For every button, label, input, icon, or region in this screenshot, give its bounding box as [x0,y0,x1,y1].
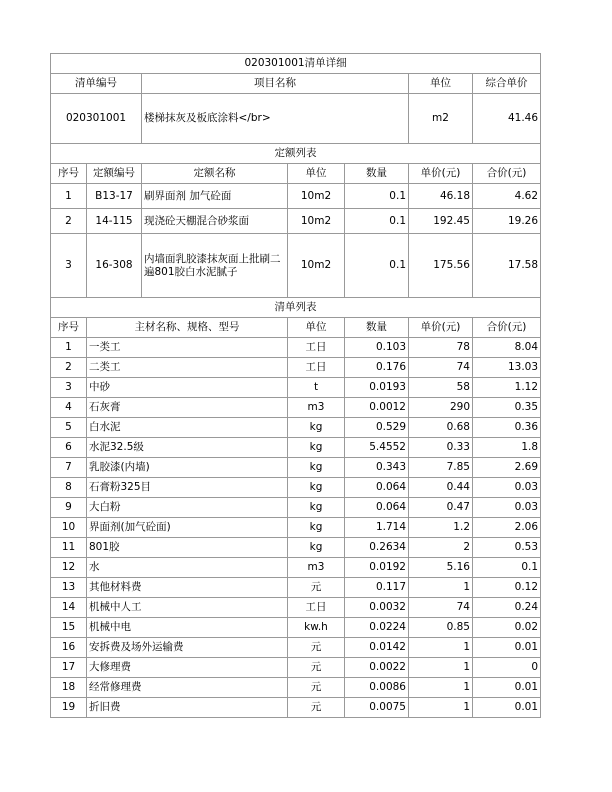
material-qty: 0.176 [345,358,409,378]
material-unit: 元 [288,638,345,658]
quota-total: 4.62 [473,184,541,209]
material-name: 大修理费 [87,658,288,678]
material-unit: 元 [288,578,345,598]
bill-row [51,94,541,144]
material-total: 0.03 [473,498,541,518]
material-name: 安拆费及场外运输费 [87,638,288,658]
material-no: 7 [51,458,87,478]
material-no: 17 [51,658,87,678]
material-qty: 0.0022 [345,658,409,678]
bill-unit: m2 [409,94,473,144]
material-row [51,538,541,558]
material-name: 大白粉 [87,498,288,518]
quota-name: 现浇砼天棚混合砂浆面 [142,209,288,234]
material-row [51,458,541,478]
material-unit: 工日 [288,338,345,358]
material-unit: t [288,378,345,398]
material-name: 白水泥 [87,418,288,438]
material-name: 二类工 [87,358,288,378]
material-price: 1 [409,678,473,698]
material-unit: kg [288,478,345,498]
material-no: 1 [51,338,87,358]
material-no: 12 [51,558,87,578]
material-total: 0.1 [473,558,541,578]
material-name: 石膏粉325目 [87,478,288,498]
quota-price: 175.56 [409,234,473,298]
material-qty: 0.0032 [345,598,409,618]
material-total: 0.01 [473,678,541,698]
material-price: 0.85 [409,618,473,638]
quota-no: 1 [51,184,87,209]
material-row [51,598,541,618]
material-qty: 0.103 [345,338,409,358]
material-price: 58 [409,378,473,398]
material-price: 5.16 [409,558,473,578]
material-unit: 元 [288,678,345,698]
material-no: 10 [51,518,87,538]
material-row [51,498,541,518]
quota-no: 3 [51,234,87,298]
material-qty: 5.4552 [345,438,409,458]
material-total: 0.12 [473,578,541,598]
quota-qty: 0.1 [345,184,409,209]
quota-total: 17.58 [473,234,541,298]
material-total: 13.03 [473,358,541,378]
material-name: 石灰膏 [87,398,288,418]
material-unit: kg [288,458,345,478]
bill-name: 楼梯抹灰及板底涂料</br> [142,94,409,144]
material-price: 74 [409,358,473,378]
material-name: 机械中电 [87,618,288,638]
material-no: 3 [51,378,87,398]
material-qty: 0.0142 [345,638,409,658]
material-name: 一类工 [87,338,288,358]
material-row [51,438,541,458]
material-row [51,658,541,678]
material-price: 2 [409,538,473,558]
material-total: 2.06 [473,518,541,538]
quota-unit: 10m2 [288,184,345,209]
material-row [51,578,541,598]
material-row [51,378,541,398]
material-price: 1.2 [409,518,473,538]
quota-code: B13-17 [87,184,142,209]
material-name: 乳胶漆(内墙) [87,458,288,478]
material-price: 0.44 [409,478,473,498]
material-row [51,698,541,718]
material-no: 15 [51,618,87,638]
material-unit: kg [288,518,345,538]
material-price: 1 [409,578,473,598]
quota-row [51,209,541,234]
material-qty: 0.529 [345,418,409,438]
material-no: 6 [51,438,87,458]
material-total: 0.03 [473,478,541,498]
material-price: 1 [409,638,473,658]
material-qty: 0.0192 [345,558,409,578]
material-no: 14 [51,598,87,618]
material-name: 中砂 [87,378,288,398]
material-row [51,418,541,438]
quota-section-title: 定额列表 [51,144,541,164]
quota-name: 内墙面乳胶漆抹灰面上批刷二遍801胶白水泥腻子 [142,234,288,298]
material-row [51,618,541,638]
material-unit: kg [288,418,345,438]
material-unit: 工日 [288,598,345,618]
quota-row [51,234,541,298]
material-row [51,398,541,418]
material-unit: 元 [288,658,345,678]
quota-code: 16-308 [87,234,142,298]
bill-header-cell: 综合单价 [473,74,541,94]
material-name: 经常修理费 [87,678,288,698]
material-header-cell: 单价(元) [409,318,473,338]
quota-qty: 0.1 [345,209,409,234]
material-no: 2 [51,358,87,378]
material-no: 13 [51,578,87,598]
bill-detail-table [50,53,541,718]
material-row [51,478,541,498]
material-unit: m3 [288,398,345,418]
material-unit: 元 [288,698,345,718]
material-qty: 0.064 [345,478,409,498]
material-qty: 0.343 [345,458,409,478]
material-qty: 0.0224 [345,618,409,638]
material-unit: 工日 [288,358,345,378]
page-title: 020301001清单详细 [51,54,541,74]
material-total: 0.01 [473,698,541,718]
material-no: 5 [51,418,87,438]
material-row [51,638,541,658]
material-name: 其他材料费 [87,578,288,598]
quota-header-row [51,164,541,184]
material-qty: 0.117 [345,578,409,598]
material-row [51,678,541,698]
material-total: 2.69 [473,458,541,478]
quota-header-cell: 单价(元) [409,164,473,184]
material-header-cell: 序号 [51,318,87,338]
material-total: 1.8 [473,438,541,458]
material-price: 0.47 [409,498,473,518]
material-no: 16 [51,638,87,658]
material-price: 1 [409,698,473,718]
material-no: 4 [51,398,87,418]
material-header-row [51,318,541,338]
material-unit: kg [288,538,345,558]
material-total: 0.35 [473,398,541,418]
quota-header-cell: 定额编号 [87,164,142,184]
bill-price: 41.46 [473,94,541,144]
material-total: 8.04 [473,338,541,358]
bill-code: 020301001 [51,94,142,144]
material-price: 78 [409,338,473,358]
material-header-cell: 单位 [288,318,345,338]
material-total: 0.53 [473,538,541,558]
material-name: 机械中人工 [87,598,288,618]
quota-row [51,184,541,209]
material-row [51,338,541,358]
bill-header-cell: 清单编号 [51,74,142,94]
material-row [51,358,541,378]
quota-name: 刷界面剂 加气砼面 [142,184,288,209]
material-no: 18 [51,678,87,698]
material-qty: 0.064 [345,498,409,518]
quota-unit: 10m2 [288,209,345,234]
quota-header-cell: 合价(元) [473,164,541,184]
quota-total: 19.26 [473,209,541,234]
quota-qty: 0.1 [345,234,409,298]
material-price: 0.68 [409,418,473,438]
quota-unit: 10m2 [288,234,345,298]
material-qty: 0.0086 [345,678,409,698]
material-total: 0 [473,658,541,678]
material-qty: 1.714 [345,518,409,538]
material-total: 0.36 [473,418,541,438]
bill-header-cell: 项目名称 [142,74,409,94]
material-price: 290 [409,398,473,418]
material-no: 11 [51,538,87,558]
quota-header-cell: 单位 [288,164,345,184]
quota-header-cell: 序号 [51,164,87,184]
material-name: 界面剂(加气砼面) [87,518,288,538]
quota-no: 2 [51,209,87,234]
material-qty: 0.0075 [345,698,409,718]
quota-price: 46.18 [409,184,473,209]
quota-header-cell: 定额名称 [142,164,288,184]
material-total: 1.12 [473,378,541,398]
material-unit: kw.h [288,618,345,638]
material-header-cell: 合价(元) [473,318,541,338]
material-total: 0.01 [473,638,541,658]
material-header-cell: 主材名称、规格、型号 [87,318,288,338]
material-header-cell: 数量 [345,318,409,338]
material-no: 19 [51,698,87,718]
quota-header-cell: 数量 [345,164,409,184]
material-qty: 0.0012 [345,398,409,418]
material-qty: 0.2634 [345,538,409,558]
bill-header-row [51,74,541,94]
bill-header-cell: 单位 [409,74,473,94]
material-price: 7.85 [409,458,473,478]
material-total: 0.24 [473,598,541,618]
material-row [51,558,541,578]
material-name: 水泥32.5级 [87,438,288,458]
material-name: 折旧费 [87,698,288,718]
material-no: 9 [51,498,87,518]
material-total: 0.02 [473,618,541,638]
quota-code: 14-115 [87,209,142,234]
material-qty: 0.0193 [345,378,409,398]
material-price: 1 [409,658,473,678]
material-name: 801胶 [87,538,288,558]
material-section-title: 清单列表 [51,298,541,318]
material-unit: kg [288,498,345,518]
material-no: 8 [51,478,87,498]
material-name: 水 [87,558,288,578]
material-unit: m3 [288,558,345,578]
material-price: 74 [409,598,473,618]
material-price: 0.33 [409,438,473,458]
quota-price: 192.45 [409,209,473,234]
material-row [51,518,541,538]
material-unit: kg [288,438,345,458]
